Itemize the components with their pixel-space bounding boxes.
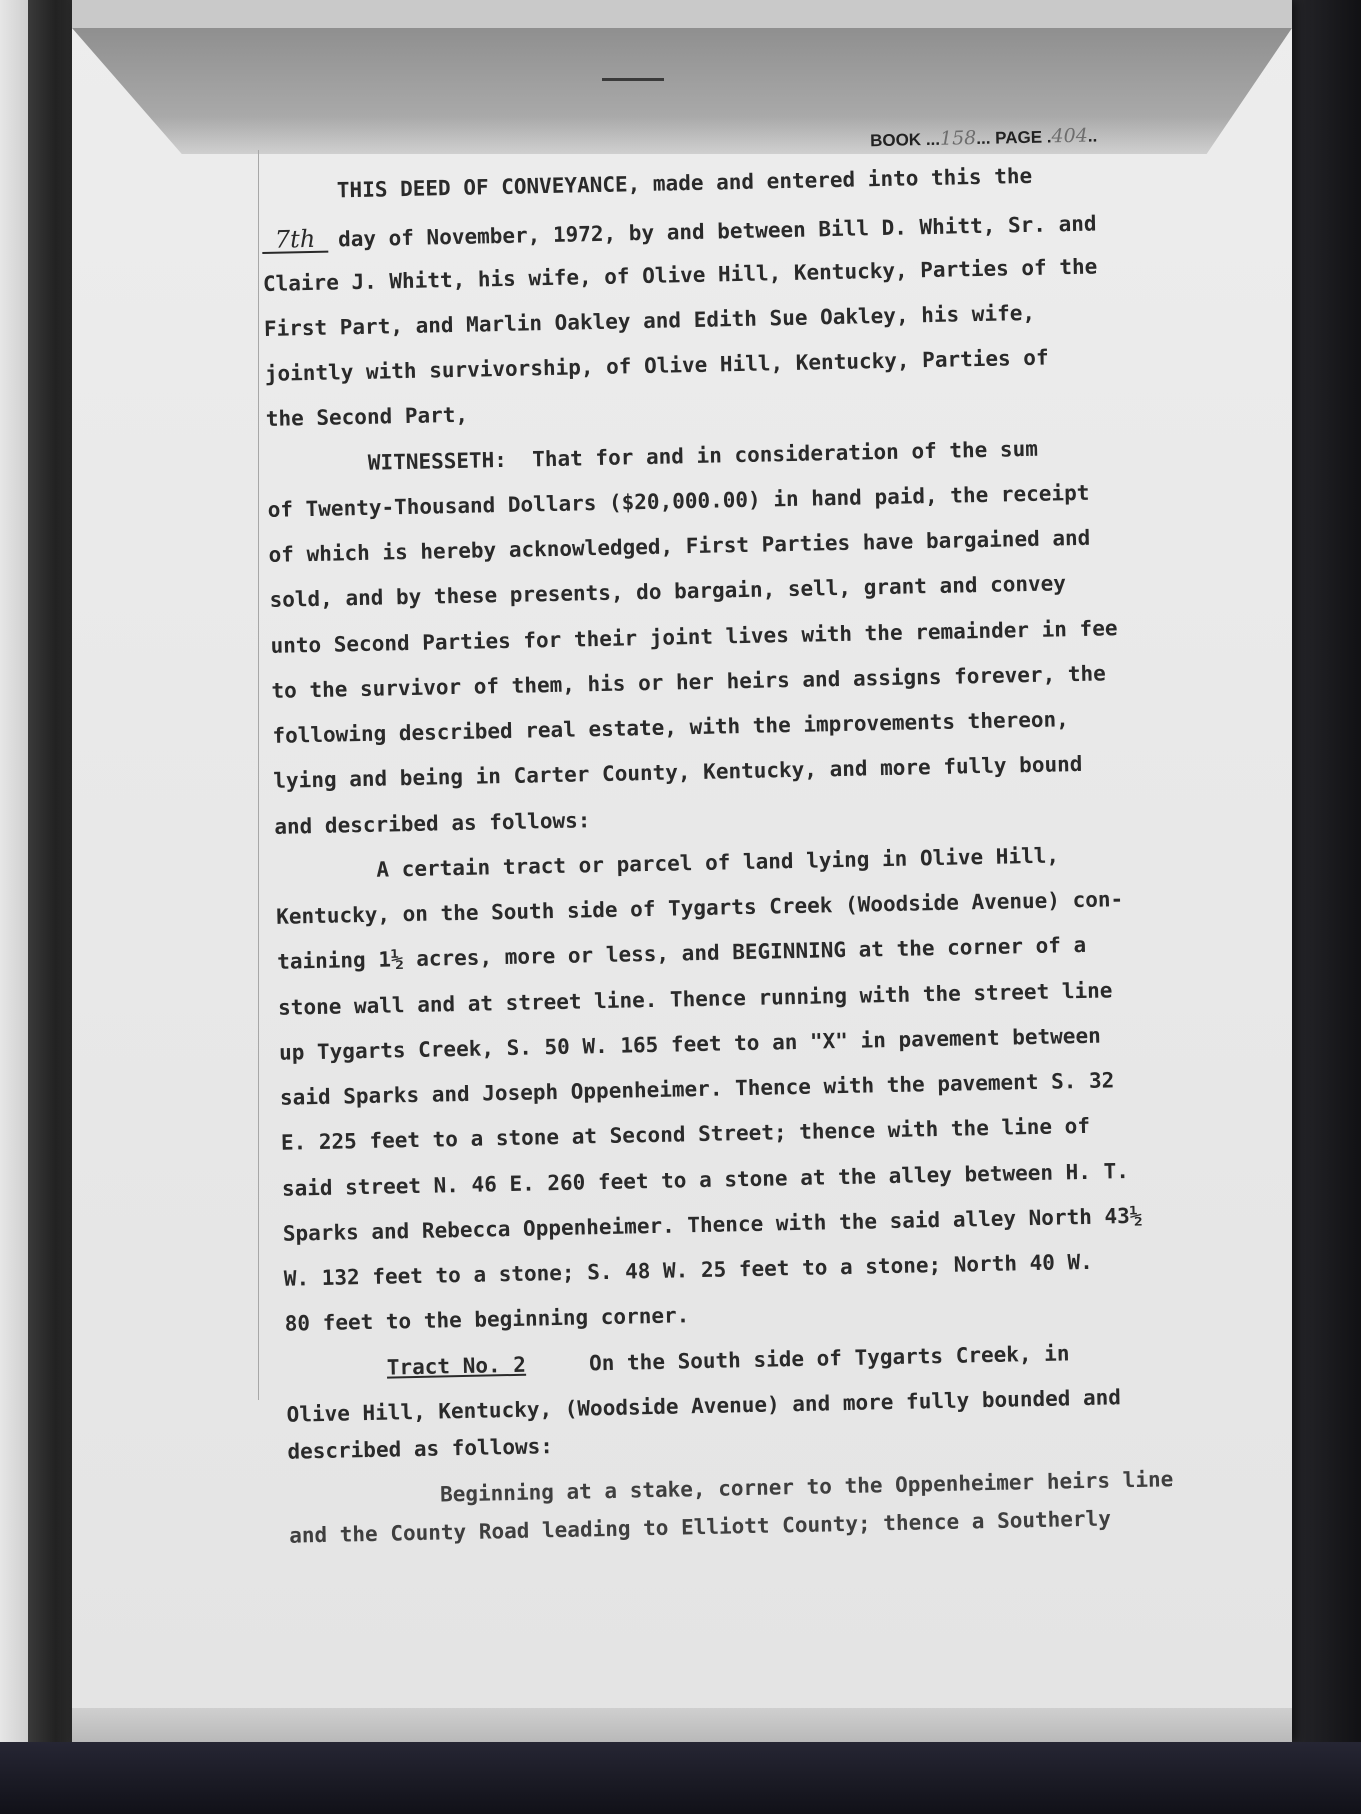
page-label: PAGE [994, 127, 1043, 148]
book-page-reference: BOOK ...158... PAGE .404.. [869, 124, 1098, 151]
deed-line: described as follows: [287, 1434, 554, 1464]
top-dash-mark [602, 78, 664, 81]
tract-2-heading: Tract No. 2 [386, 1352, 527, 1380]
page-number: 404 [1051, 124, 1089, 148]
deed-line: up Tygarts Creek, S. 50 W. 165 feet to an "X" in pavement between [278, 1023, 1101, 1065]
page-bottom-band [72, 1708, 1292, 1742]
page-top-band [72, 0, 1292, 28]
deed-line: Beginning at a stake, corner to the Oppenheimer heirs line [288, 1467, 1174, 1510]
deed-line: W. 132 feet to a stone; S. 48 W. 25 feet to a stone; North 40 W. [283, 1249, 1094, 1291]
deed-line: the Second Part, [265, 402, 469, 431]
deed-line: sold, and by these presents, do bargain, sell, grant and convey [269, 571, 1067, 612]
deed-line: First Part, and Marlin Oakley and Edith Sue Oakley, his wife, [263, 300, 1036, 341]
deed-line-date: 7th day of November, 1972, by and between Bill D. Whitt, Sr. and [262, 211, 1097, 254]
deed-line: Claire J. Whitt, his wife, of Olive Hill, Kentucky, Parties of the [262, 254, 1098, 296]
deed-line: 80 feet to the beginning corner. [284, 1303, 690, 1336]
left-margin-line [258, 150, 259, 1400]
dark-bottom-area [0, 1742, 1361, 1814]
deed-line: of which is hereby acknowledged, First Parties have bargained and [268, 525, 1091, 567]
deed-line: Kentucky, on the South side of Tygarts Creek (Woodside Avenue) con- [275, 887, 1124, 929]
deed-line: of Twenty-Thousand Dollars ($20,000.00) in hand paid, the receipt [267, 480, 1090, 522]
deed-line: and the County Road leading to Elliott County; thence a Southerly [288, 1506, 1112, 1548]
deed-line: said street N. 46 E. 260 feet to a stone at the alley between H. T. [281, 1159, 1130, 1201]
deed-line: and described as follows: [274, 808, 591, 839]
deed-line: E. 225 feet to a stone at Second Street; thence with the line of [280, 1113, 1091, 1155]
book-label: BOOK [869, 130, 922, 151]
deed-line: unto Second Parties for their joint lives with the remainder in fee [270, 616, 1118, 658]
adjacent-page-edge [0, 0, 28, 1814]
deed-line: jointly with survivorship, of Olive Hill, Kentucky, Parties of [264, 345, 1049, 386]
page-top-shadow [72, 28, 1292, 154]
deed-line: WITNESSETH: That for and in consideration of the sum [266, 436, 1039, 477]
deed-line: taining 1½ acres, more or less, and BEGINNING at the corner of a [276, 932, 1087, 974]
deed-line: Sparks and Rebecca Oppenheimer. Thence with the said alley North 43½ [282, 1203, 1143, 1246]
binder-strip [28, 0, 74, 1814]
book-number: 158 [939, 127, 977, 150]
deed-line: lying and being in Carter County, Kentucky, and more fully bound [273, 751, 1083, 793]
deed-line: said Sparks and Joseph Oppenheimer. Thence with the pavement S. 32 [279, 1068, 1115, 1110]
deed-line: to the survivor of them, his or her heirs and assigns forever, the [271, 661, 1107, 703]
deed-line: THIS DEED OF CONVEYANCE, made and entered into this the [260, 163, 1033, 204]
deed-line: stone wall and at street line. Thence running with the street line [277, 978, 1113, 1020]
deed-line: following described real estate, with the improvements thereon, [272, 707, 1070, 748]
deed-line: Olive Hill, Kentucky, (Woodside Avenue) and more fully bounded and [286, 1385, 1122, 1427]
handwritten-date: 7th [262, 227, 329, 254]
deed-line: A certain tract or parcel of land lying in Olive Hill, [275, 843, 1060, 884]
tract-2-line: Tract No. 2 On the South side of Tygarts Creek, in [386, 1341, 1070, 1380]
